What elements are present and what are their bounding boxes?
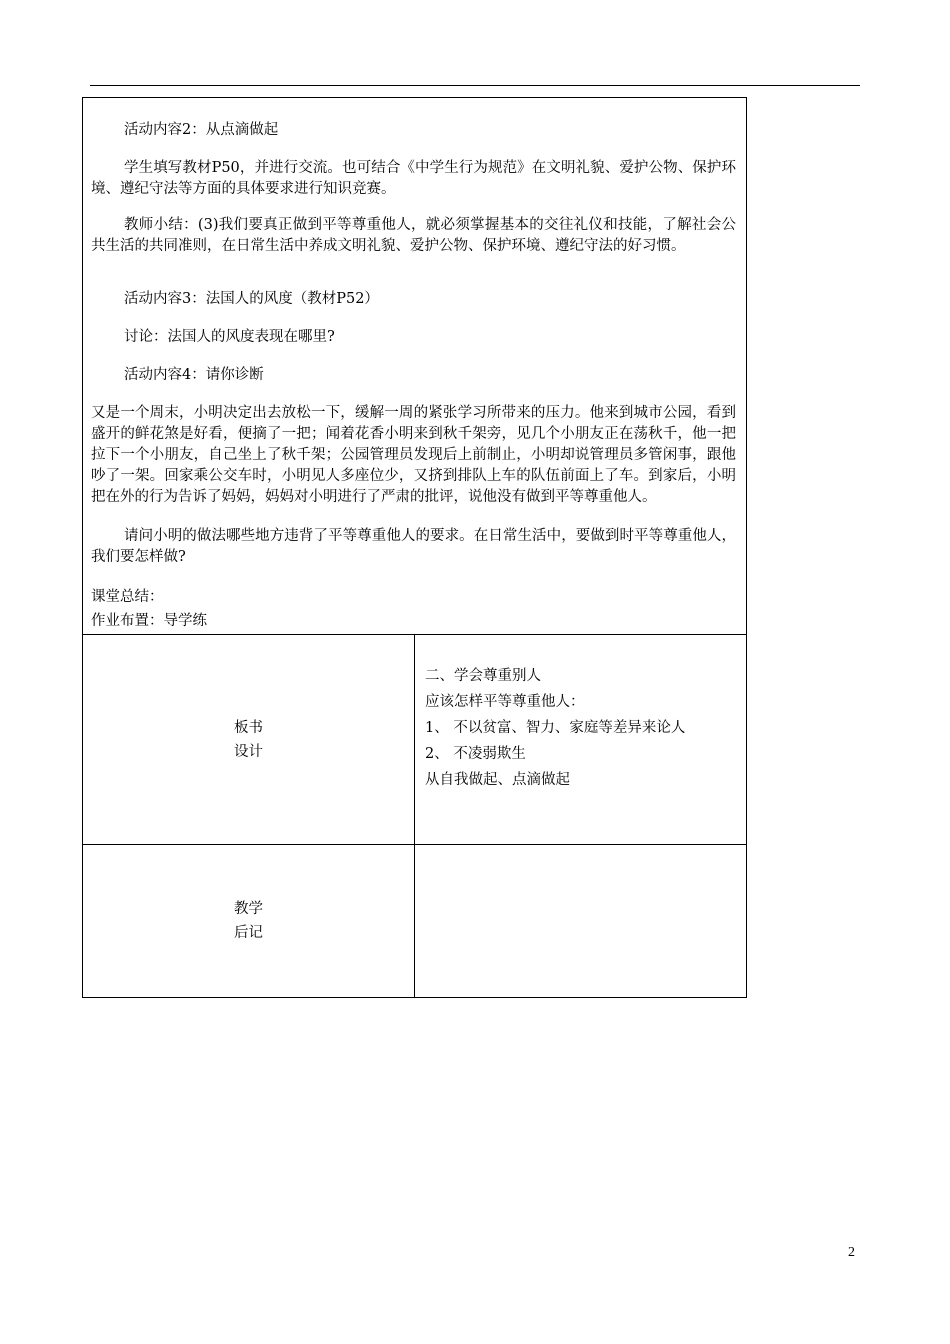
header-rule bbox=[90, 85, 860, 86]
case-question: 请问小明的做法哪些地方违背了平等尊重他人的要求。在日常生活中，要做到时平等尊重他人，我们要怎样做? bbox=[91, 528, 736, 565]
teacher-summary: 教师小结：(3)我们要真正做到平等尊重他人，就必须掌握基本的交往礼仪和技能，了解社会公共生活的共同准则，在日常生活中养成文明礼貌、爱护公物、保护环境、遵纪守法的好习惯。 bbox=[91, 217, 736, 254]
case-story: 又是一个周末，小明决定出去放松一下，缓解一周的紧张学习所带来的压力。他来到城市公园，看到盛开的鲜花煞是好看，便摘了一把；闻着花香小明来到秋千架旁，见几个小朋友正在荡秋千，他一把拉下一个小朋友，自己坐上了秋千架；公园管理员发现后上前制止，小明却说管理员多管闲事，跟他吵了一架。回家乘公交车时，小明见人多座位少，又挤到排队上车的队伍前面上了车。到家后，小明把在外的行为告诉了妈妈，妈妈对小明进行了严肃的批评，说他没有做到平等尊重他人。 bbox=[91, 405, 736, 505]
board-line: 二、学会尊重别人 bbox=[425, 668, 541, 684]
class-summary: 课堂总结： bbox=[91, 589, 164, 605]
main-row bbox=[83, 98, 747, 635]
board-line: 从自我做起、点滴做起 bbox=[425, 772, 570, 788]
reflection-label-line-1: 教学 bbox=[234, 901, 263, 917]
homework: 作业布置：导学练 bbox=[91, 613, 207, 629]
board-label-line-1: 板书 bbox=[234, 719, 263, 736]
teaching-process-cell bbox=[83, 98, 747, 635]
activity-2-instruction: 学生填写教材P50，并进行交流。也可结合《中学生行为规范》在文明礼貌、爱护公物、保护环境、遵纪守法等方面的具体要求进行知识竞赛。 bbox=[91, 160, 736, 197]
board-row bbox=[83, 635, 747, 845]
board-line: 1、 不以贫富、智力、家庭等差异来论人 bbox=[425, 720, 686, 736]
activity-4-heading: 活动内容4：请你诊断 bbox=[124, 367, 264, 383]
activity-3-heading: 活动内容3：法国人的风度（教材P52） bbox=[124, 291, 379, 307]
board-line: 应该怎样平等尊重他人： bbox=[425, 694, 585, 710]
reflection-label-line-2: 后记 bbox=[234, 925, 263, 941]
reflection-row bbox=[83, 845, 747, 998]
discussion-question: 讨论：法国人的风度表现在哪里? bbox=[124, 329, 335, 345]
lesson-plan-table bbox=[82, 97, 747, 998]
teaching-reflection-label bbox=[83, 845, 415, 998]
page-number: 2 bbox=[848, 1245, 855, 1260]
teaching-reflection-content bbox=[415, 845, 747, 998]
board-design-content bbox=[415, 635, 747, 845]
activity-2-heading: 活动内容2：从点滴做起 bbox=[124, 122, 279, 138]
board-design-label bbox=[83, 635, 415, 845]
board-line: 2、 不凌弱欺生 bbox=[425, 746, 526, 762]
board-label-line-2: 设计 bbox=[234, 743, 263, 760]
